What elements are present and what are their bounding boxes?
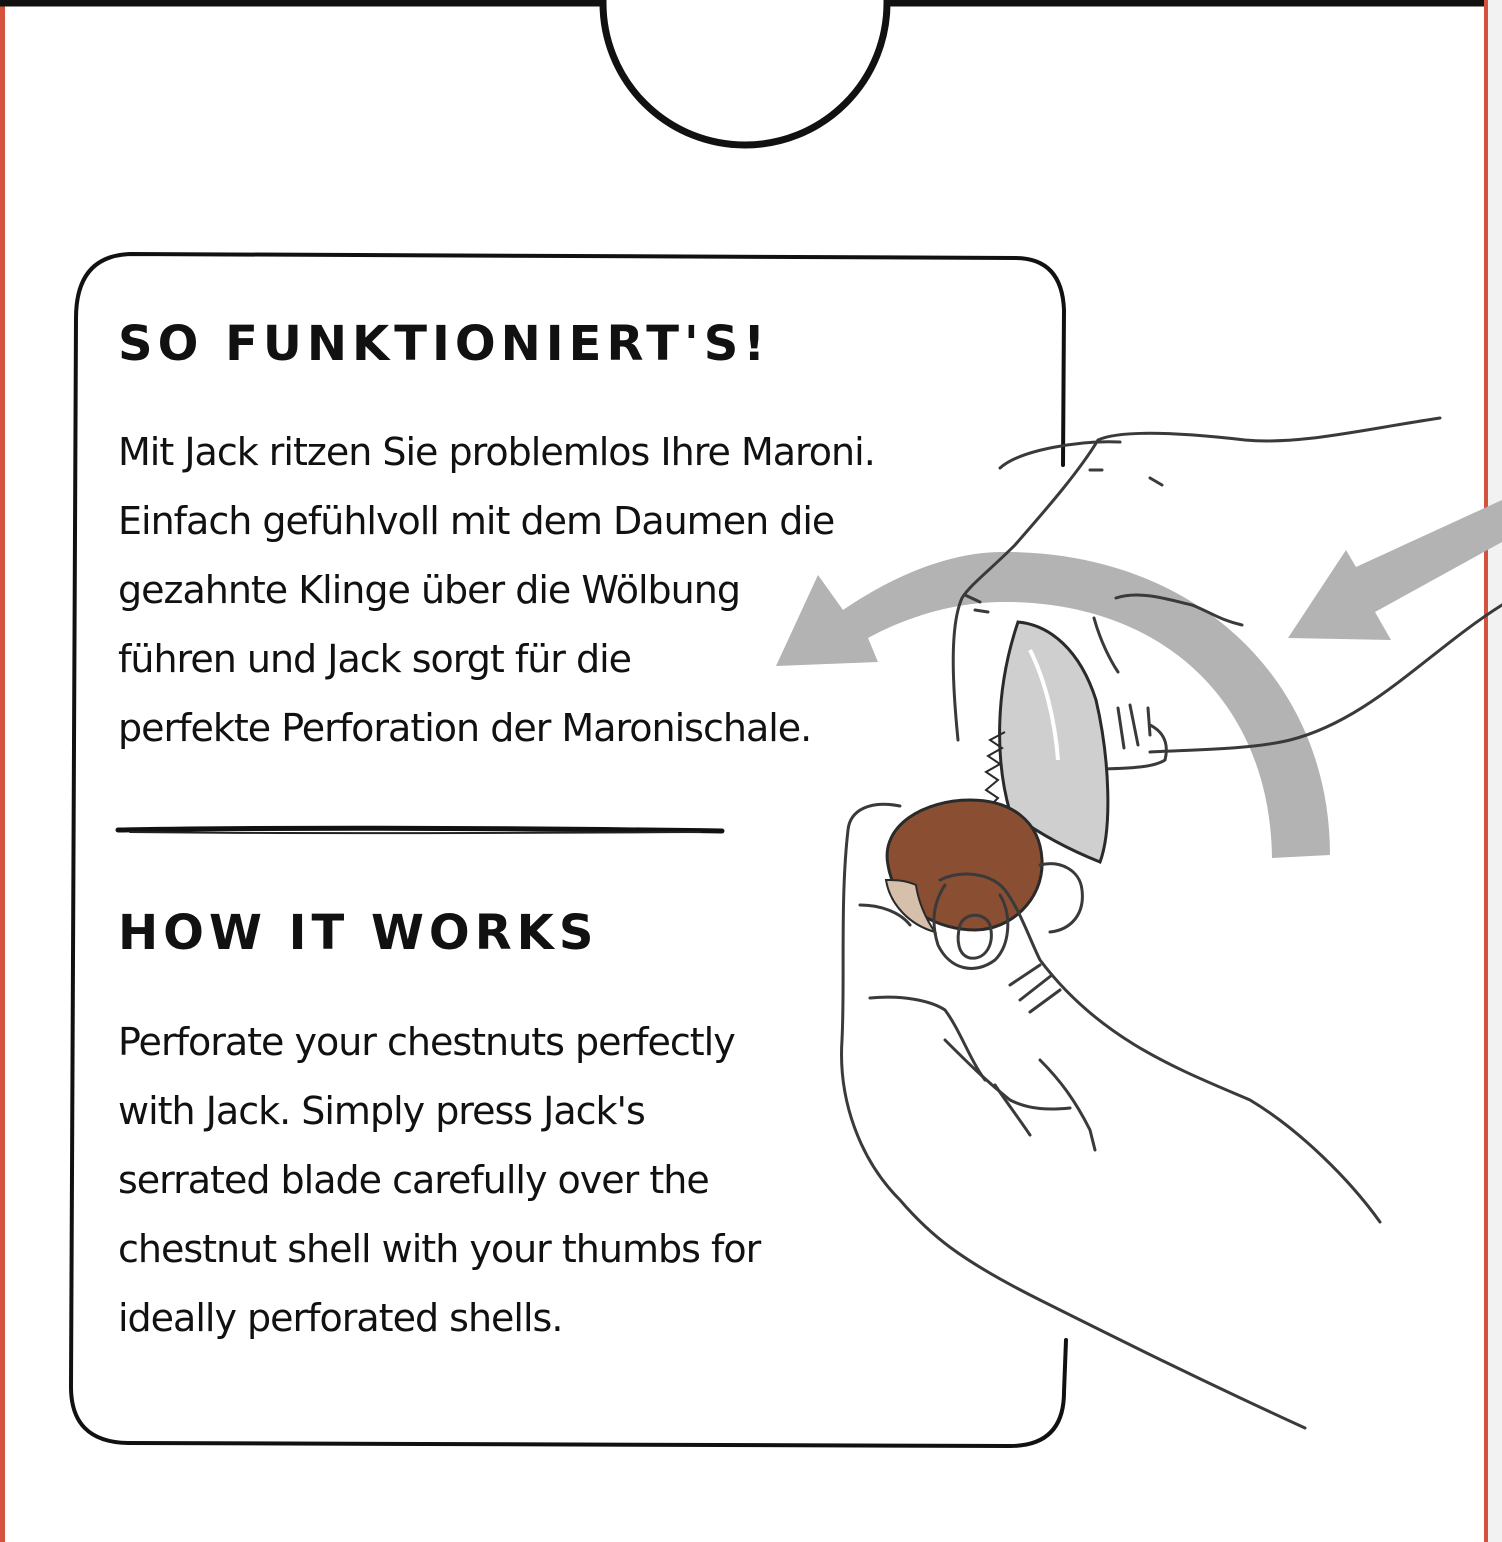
english-line: chestnut shell with your thumbs for — [118, 1227, 761, 1271]
english-line: ideally perforated shells. — [118, 1296, 563, 1340]
english-line: serrated blade carefully over the — [118, 1158, 709, 1202]
german-heading: SO FUNKTIONIERT'S! — [118, 316, 771, 372]
german-paragraph — [118, 418, 875, 763]
english-paragraph — [118, 1008, 760, 1353]
brush-divider — [118, 828, 722, 831]
german-line: gezahnte Klinge über die Wölbung — [118, 568, 740, 612]
german-line: perfekte Perforation der Maronischale. — [118, 706, 812, 750]
english-heading: HOW IT WORKS — [118, 905, 599, 961]
straight-arrow-icon — [1288, 500, 1502, 640]
german-line: Einfach gefühlvoll mit dem Daumen die — [118, 499, 835, 543]
german-line: führen und Jack sorgt für die — [118, 637, 632, 681]
english-line: Perforate your chestnuts perfectly — [118, 1020, 735, 1064]
german-line: Mit Jack ritzen Sie problemlos Ihre Maroni. — [118, 430, 875, 474]
english-line: with Jack. Simply press Jack's — [118, 1089, 645, 1133]
top-border-with-notch — [0, 3, 1484, 145]
